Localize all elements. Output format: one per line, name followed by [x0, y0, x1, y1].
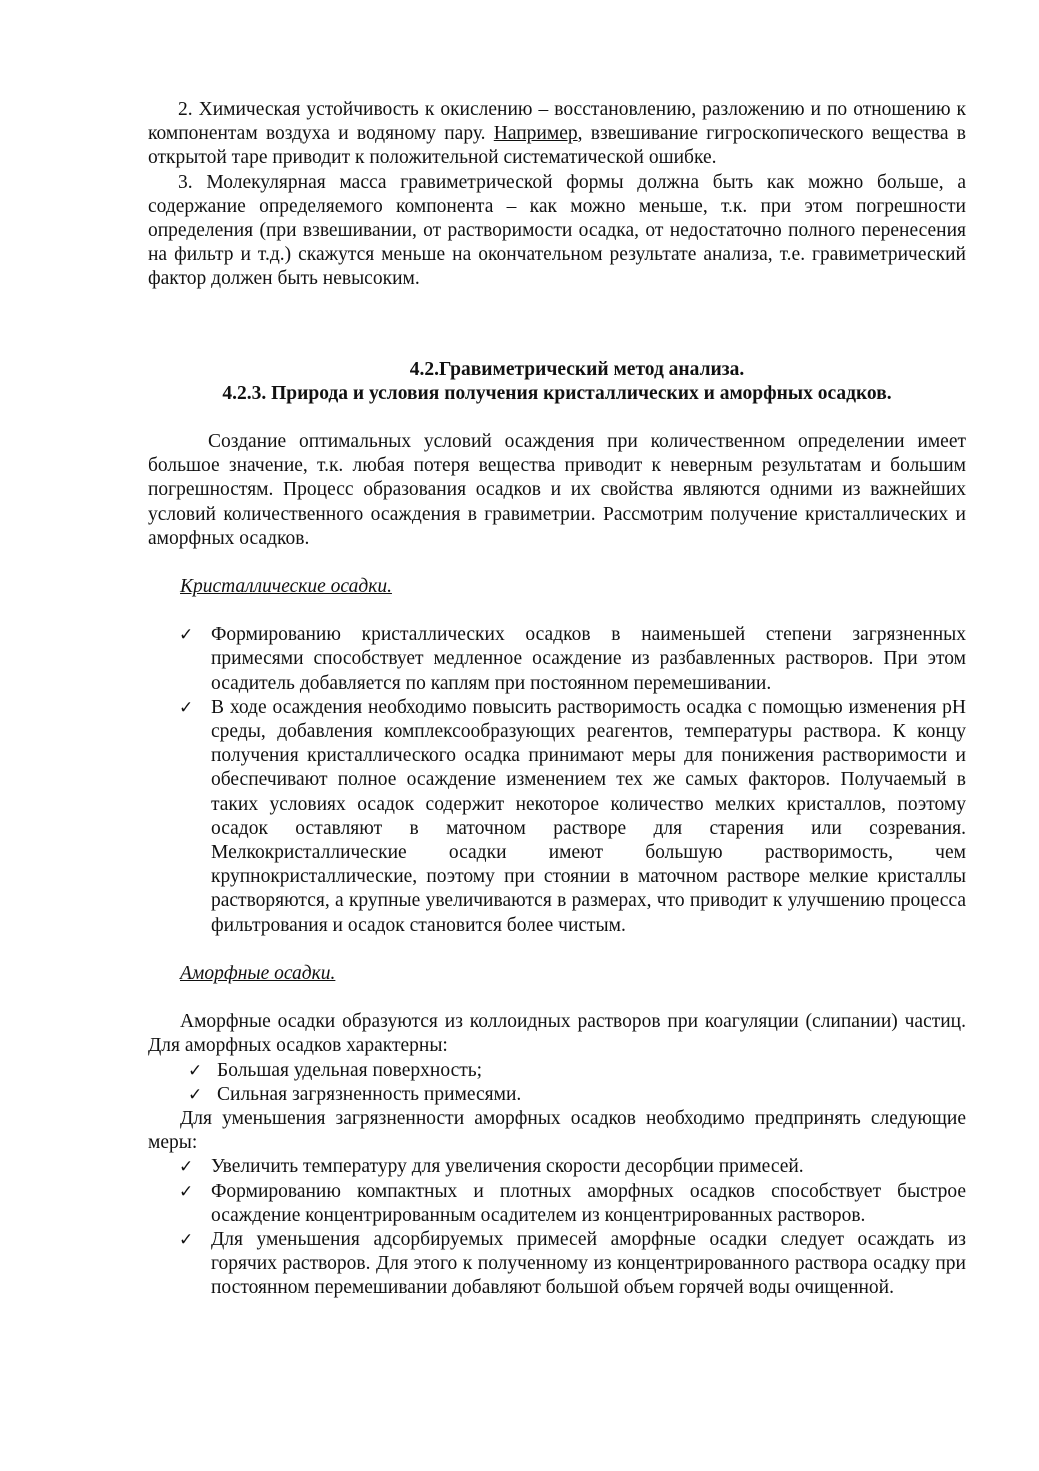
crystalline-list: [148, 623, 966, 938]
spacer: [148, 334, 966, 358]
amorphous-properties-list: [148, 1059, 966, 1107]
spacer: [148, 292, 966, 334]
list-item-text: Увеличить температуру для увеличения скорости десорбции примесей.: [211, 1156, 804, 1178]
list-item: [179, 623, 966, 696]
requirement-item-2-text-end: , взвешивание гигроскопического вещества в открытой таре приводит к положительной систематической ошибке.: [148, 123, 966, 169]
example-label: Например: [493, 123, 578, 145]
list-item: [179, 1228, 966, 1301]
crystalline-heading: Кристаллические осадки.: [180, 576, 392, 598]
checkmark-icon: ✓: [179, 1229, 194, 1250]
list-item: [179, 1180, 966, 1228]
list-item-text: В ходе осаждения необходимо повысить растворимость осадка с помощью изменения pH среды, добавления комплексообразующих реагентов, температуры раствора. К концу получения кристаллического осадка принимают меры для понижения растворимости и обеспечивают полное осаждение изменением тех же самых факторов. Получаемый в таких условиях осадок содержит некоторое количество мелких кристаллов, поэтому осадок оставляют в маточном растворе для старения или созревания. Мелкокристаллические осадки имеют большую растворимость, чем крупнокристаллические, поэтому при стоянии в маточном растворе мелкие кристаллы растворяются, а крупные увеличиваются в размерах, что приводит к улучшению процесса фильтрования и осадок становится более чистым.: [211, 696, 966, 936]
list-item: [179, 1155, 966, 1179]
amorphous-measures-intro: Для уменьшения загрязненности аморфных осадков необходимо предпринять следующие меры:: [148, 1107, 966, 1154]
checkmark-icon: ✓: [188, 1060, 203, 1081]
spacer: [148, 599, 966, 623]
section-subtitle: 4.2.3. Природа и условия получения кристаллических и аморфных осадков.: [222, 382, 892, 404]
checkmark-icon: ✓: [179, 1157, 194, 1178]
amorphous-intro-paragraph: Аморфные осадки образуются из коллоидных растворов при коагуляции (слипании) частиц. Для аморфных осадков характерны:: [148, 1011, 966, 1057]
amorphous-measures-list: [148, 1155, 966, 1300]
checkmark-icon: ✓: [179, 625, 194, 646]
requirement-item-3: 3. Молекулярная масса гравиметрической формы должна быть как можно больше, а содержание определяемого компонента – как можно меньше, т.к. при этом погрешности определения (при взвешивании, от растворимости осадка, от недостаточно полного перенесения на фильтр и т.д.) скажутся меньше на окончательном результате анализа, т.е. гравиметрический фактор должен быть невысоким.: [148, 171, 966, 290]
list-item-text: Формированию компактных и плотных аморфных осадков способствует быстрое осаждение концентрированным осадителем из концентрированных растворов.: [211, 1180, 966, 1226]
spacer: [148, 986, 966, 1010]
spacer: [148, 551, 966, 575]
list-item: [188, 1059, 966, 1083]
section-title: 4.2.Гравиметрический метод анализа.: [409, 358, 745, 380]
requirement-item-2-text-start: 2. Химическая устойчивость к окислению – восстановлению, разложению и по отношению к компонентам воздуха и водяному пару.: [148, 99, 966, 145]
spacer: [148, 938, 966, 962]
checkmark-icon: ✓: [188, 1084, 203, 1105]
list-item-text: Формированию кристаллических осадков в наименьшей степени загрязненных примесями способствует медленное осаждение из разбавленных растворов. При этом осадитель добавляется по каплям при постоянном перемешивании.: [211, 624, 966, 694]
list-item-text: Для уменьшения адсорбируемых примесей аморфные осадки следует осаждать из горячих растворов. Для этого к полученному из концентрированного раствора осадку при постоянном перемешивании добавляют большой объем горячей воды очищенной.: [211, 1228, 966, 1299]
spacer: [148, 406, 966, 430]
list-item-text: Сильная загрязненность примесями.: [217, 1083, 522, 1105]
checkmark-icon: ✓: [179, 697, 194, 718]
amorphous-heading: Аморфные осадки.: [180, 962, 336, 984]
requirement-item-2: [148, 98, 966, 171]
list-item: [179, 696, 966, 938]
checkmark-icon: ✓: [179, 1181, 194, 1202]
section-intro-paragraph: Создание оптимальных условий осаждения при количественном определении имеет большое значение, т.к. любая потеря вещества приводит к неверным результатам и большим погрешностям. Процесс образования осадков и их свойства являются одними из важнейших условий количественного осаждения в гравиметрии. Рассмотрим получение кристаллических и аморфных осадков.: [148, 431, 966, 549]
list-item-text: Большая удельная поверхность;: [217, 1059, 483, 1081]
list-item: [188, 1083, 966, 1107]
